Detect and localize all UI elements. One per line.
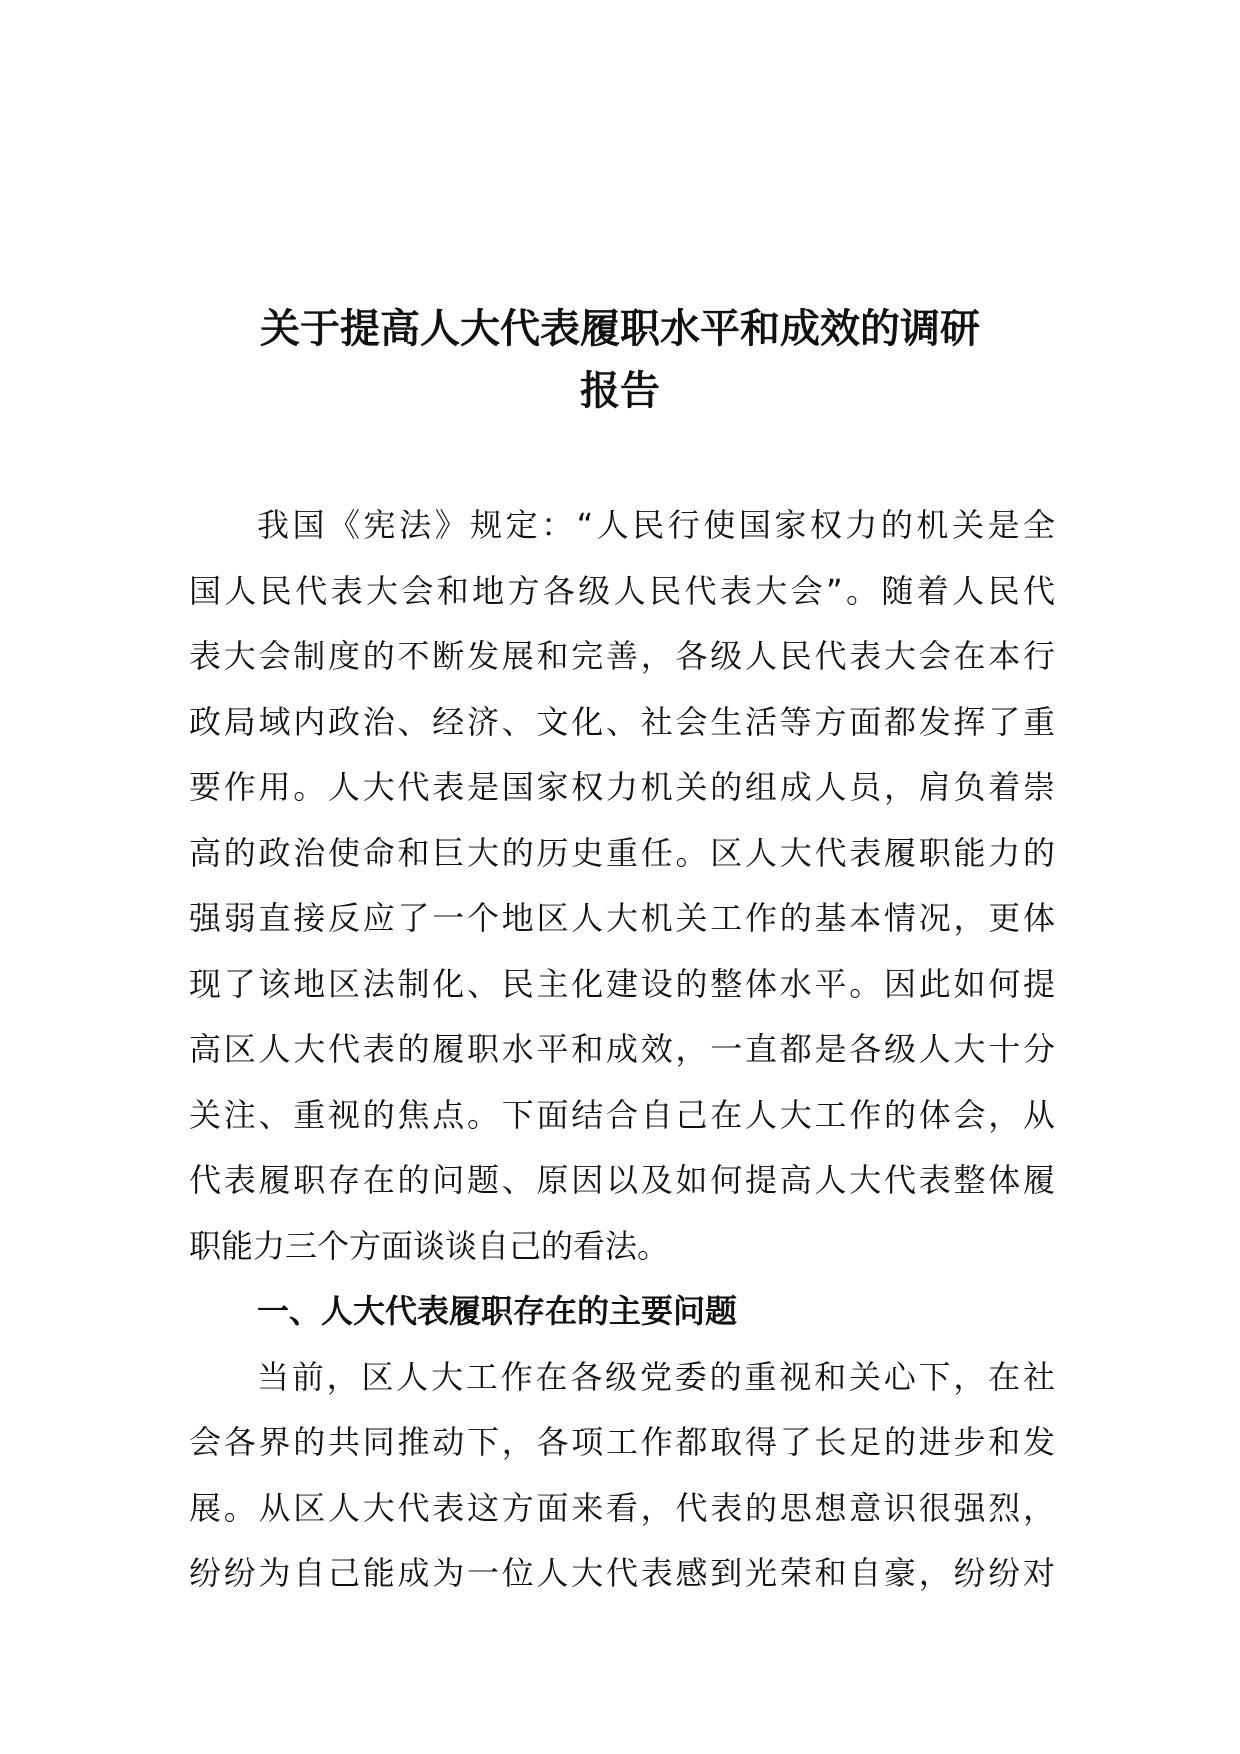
- paragraph-1-line: 表大会制度的不断发展和完善，各级人民代表大会在本行: [189, 637, 1055, 675]
- paragraph-1-line: 高的政治使命和巨大的历史重任。区人大代表履职能力的: [189, 833, 1055, 872]
- paragraph-1-line: 强弱直接反应了一个地区人大机关工作的基本情况，更体: [189, 899, 1055, 937]
- title-line-2: 报告: [580, 368, 660, 414]
- document-body: [189, 493, 1055, 1607]
- section-1-heading: 一、人大代表履职存在的主要问题: [257, 1292, 738, 1330]
- paragraph-1-line: 政局域内政治、经济、文化、社会生活等方面都发挥了重: [189, 702, 1055, 741]
- paragraph-1-line: 国人民代表大会和地方各级人民代表大会”。随着人民代: [189, 571, 1055, 610]
- paragraph-2-line: 当前，区人大工作在各级党委的重视和关心下，在社: [257, 1357, 1055, 1396]
- paragraph-1-line: 关注、重视的焦点。下面结合自己在人大工作的体会，从: [189, 1095, 1055, 1134]
- paragraph-1-line: 代表履职存在的问题、原因以及如何提高人大代表整体履: [189, 1161, 1055, 1199]
- document-title: [190, 298, 1050, 422]
- paragraph-1-line: 要作用。人大代表是国家权力机关的组成人员，肩负着崇: [189, 768, 1055, 806]
- paragraph-1-line: 现了该地区法制化、民主化建设的整体水平。因此如何提: [189, 964, 1055, 1003]
- paragraph-2-line: 纷纷为自己能成为一位人大代表感到光荣和自豪，纷纷对: [189, 1554, 1055, 1592]
- paragraph-1-line: 我国《宪法》规定：“人民行使国家权力的机关是全: [257, 506, 1055, 544]
- paragraph-2-line: 展。从区人大代表这方面来看，代表的思想意识很强烈，: [189, 1488, 1055, 1527]
- title-line-1: 关于提高人大代表履职水平和成效的调研: [260, 306, 980, 352]
- paragraph-2-line: 会各界的共同推动下，各项工作都取得了长足的进步和发: [189, 1423, 1055, 1461]
- paragraph-1-line: 职能力三个方面谈谈自己的看法。: [189, 1226, 670, 1265]
- paragraph-1-line: 高区人大代表的履职水平和成效，一直都是各级人大十分: [189, 1030, 1055, 1068]
